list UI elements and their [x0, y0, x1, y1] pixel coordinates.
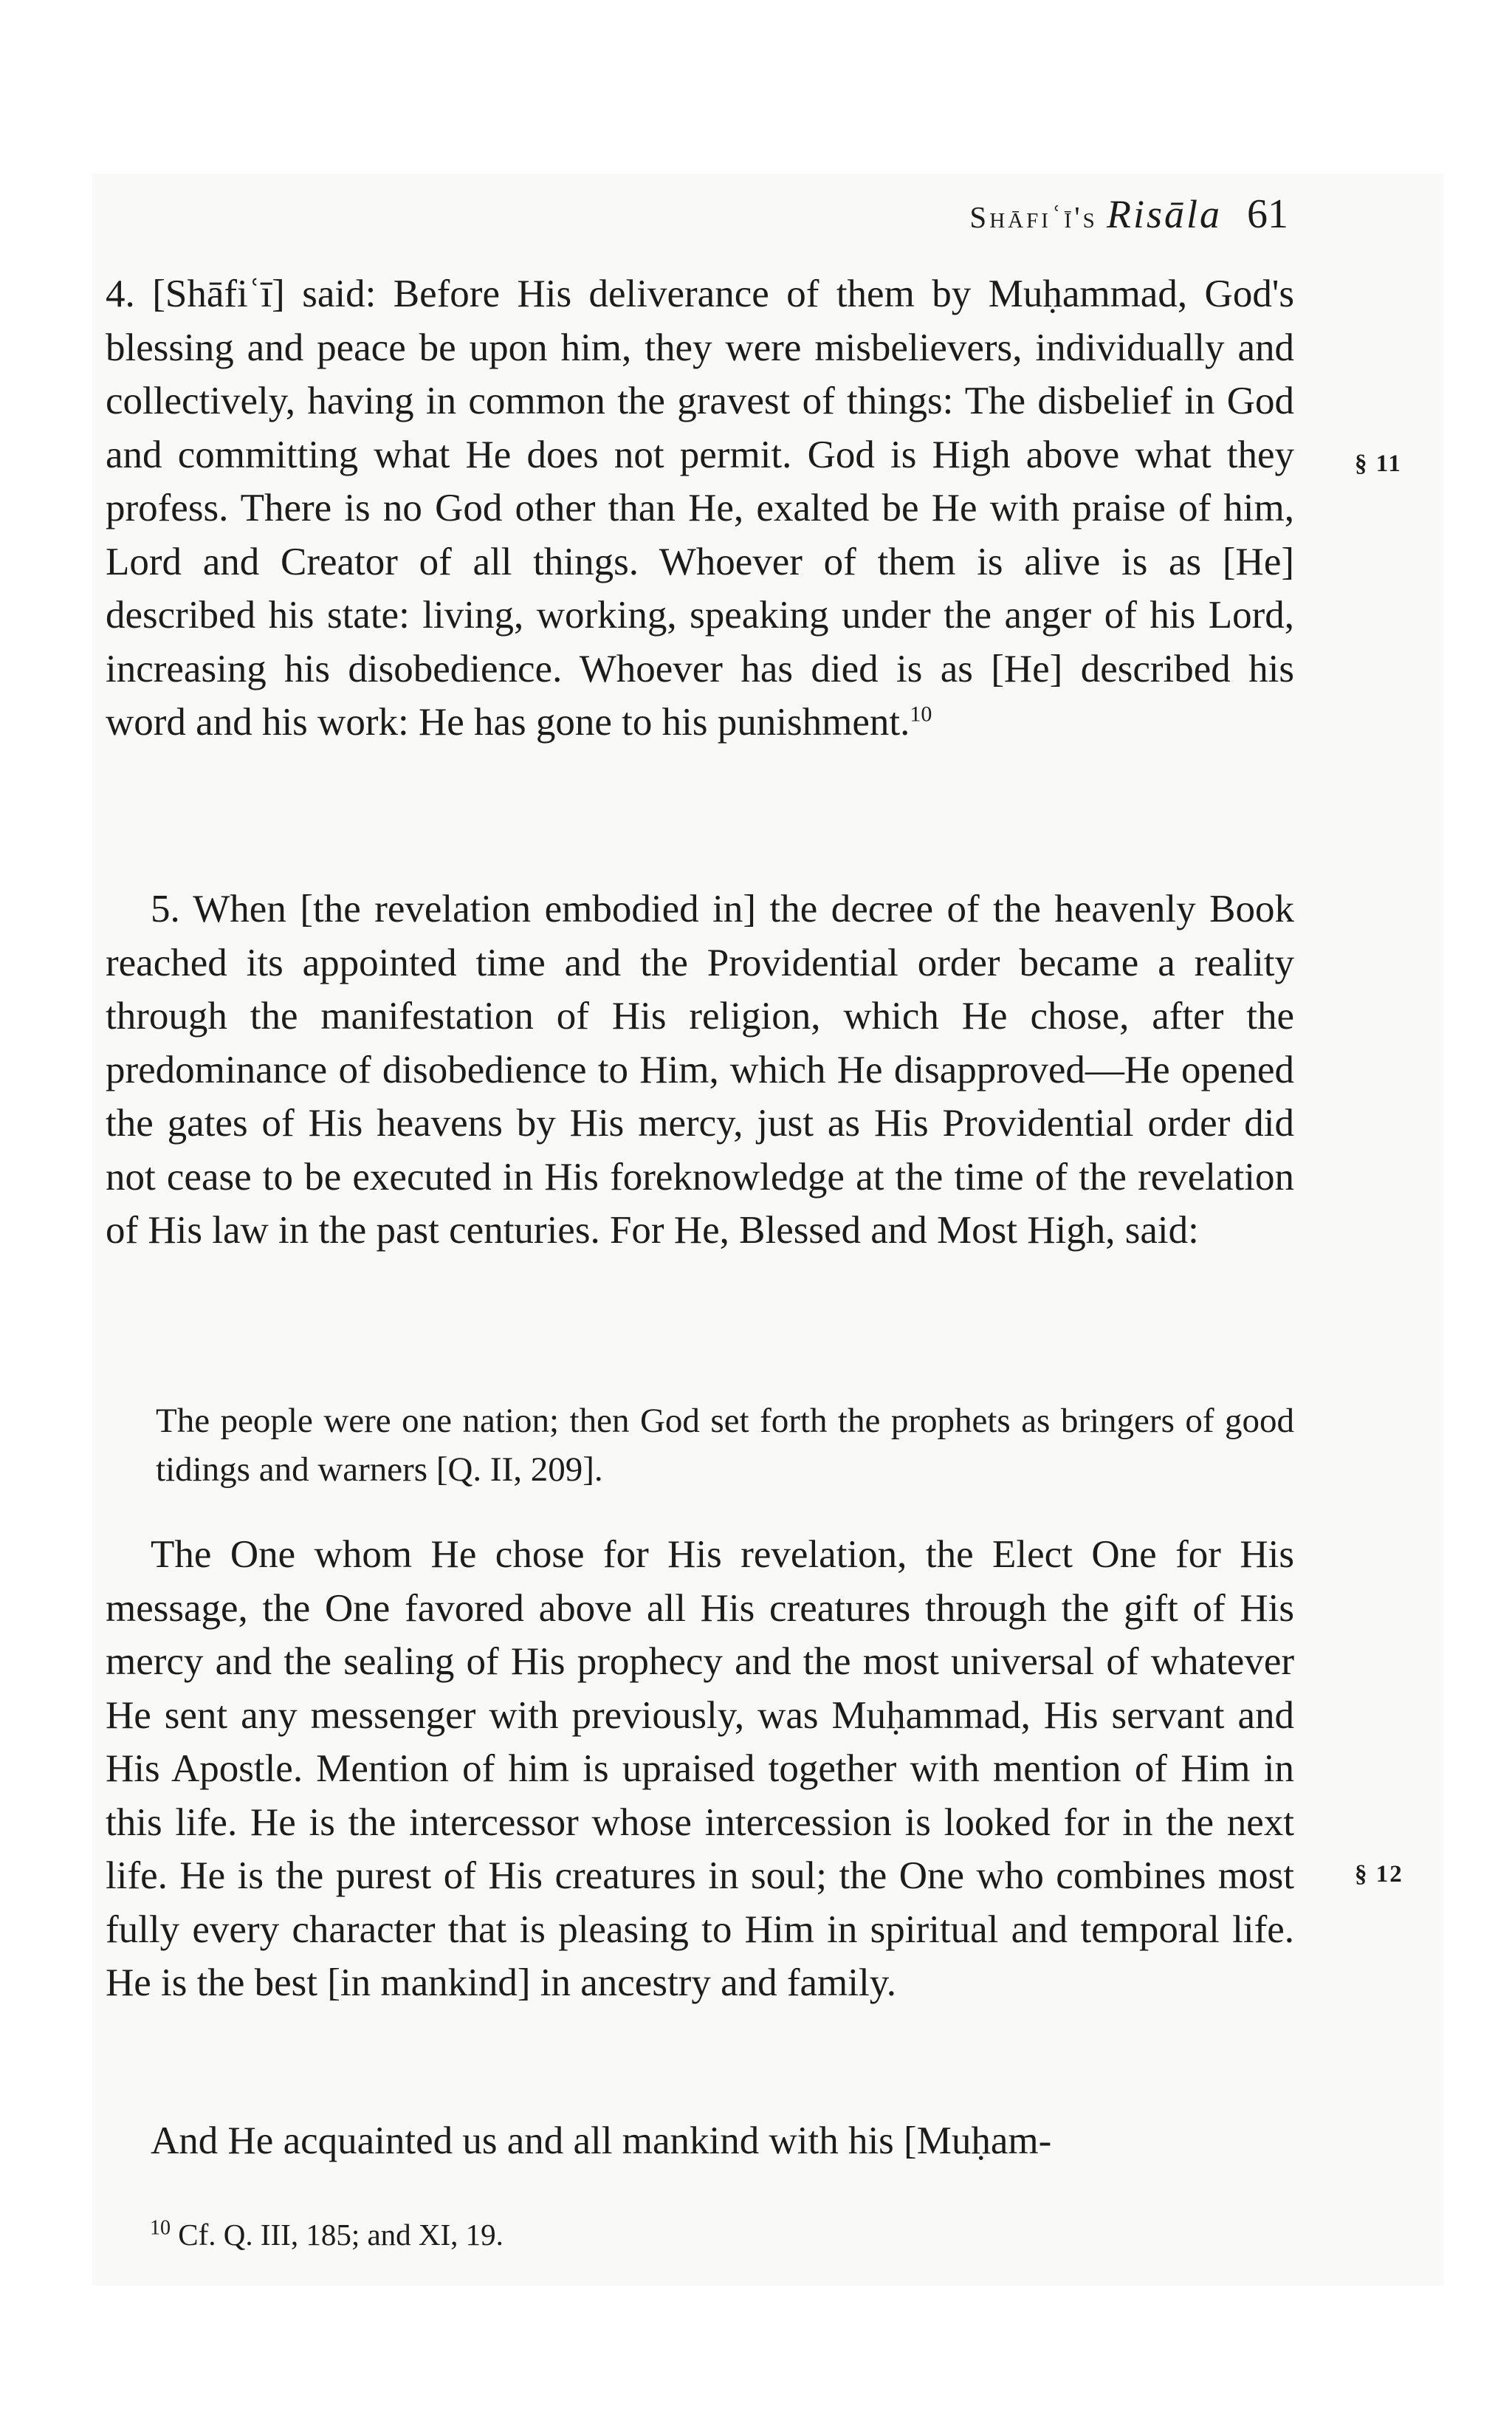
- margin-note-section-11: § 11: [1355, 450, 1402, 477]
- running-head-title: Risāla: [1106, 192, 1222, 236]
- paragraph-continued: And He acquainted us and all mankind with his [Muḥam-: [151, 2119, 1052, 2162]
- quran-quotation: The people were one nation; then God set forth the prophets as bringers of good tidings and warners [Q. II, 209].: [156, 1402, 1294, 1489]
- footnote-number: 10: [150, 2216, 171, 2240]
- page-number: 61: [1247, 191, 1288, 237]
- page-header: [106, 191, 1294, 242]
- paragraph-4-text: 4. [Shāfiʿī] said: Before His deliverance of them by Muḥammad, God's blessing and peace be upon him, they were misbelievers, individually and collectively, having in common the gravest of things: The disbelief in God and committing what He does not permit. God is High above what they profess. There is no God other than He, exalted be He with praise of him, Lord and Creator of all things. Whoever of them is alive is as [He] described his state: living, working, speaking under the anger of his Lord, increasing his disobedience. Whoever has died is as [He] described his word and his work: He has gone to his punishment.: [106, 272, 1294, 744]
- paragraph-4: [106, 267, 1294, 750]
- running-head: [969, 191, 1222, 237]
- footnote: [150, 2217, 504, 2252]
- paragraph-elect-one: The One whom He chose for His revelation, the Elect One for His message, the One favored above all His creatures through the gift of His mercy and the sealing of His prophecy and the most universal of whatever He sent any messenger with previously, was Muḥammad, His servant and His Apostle. Mention of him is upraised together with mention of Him in this life. He is the intercessor whose intercession is looked for in the next life. He is the purest of His creatures in soul; the One who combines most fully every character that is pleasing to Him in spiritual and temporal life. He is the best [in mankind] in ancestry and family.: [106, 1533, 1294, 2004]
- footnote-text: Cf. Q. III, 185; and XI, 19.: [178, 2218, 504, 2252]
- paragraph-5: 5. When [the revelation embodied in] the decree of the heavenly Book reached its appointed time and the Providential order became a reality through the manifestation of His religion, which He chose, after the predominance of disobedience to Him, which He disapproved—He opened the gates of His heavens by His mercy, just as His Providential order did not cease to be executed in His foreknowledge at the time of the revelation of His law in the past centuries. For He, Blessed and Most High, said:: [106, 888, 1294, 1252]
- running-head-author: Shāfiʿī's: [969, 200, 1098, 234]
- margin-note-section-12: § 12: [1355, 1861, 1403, 1888]
- footnote-marker: 10: [910, 702, 932, 727]
